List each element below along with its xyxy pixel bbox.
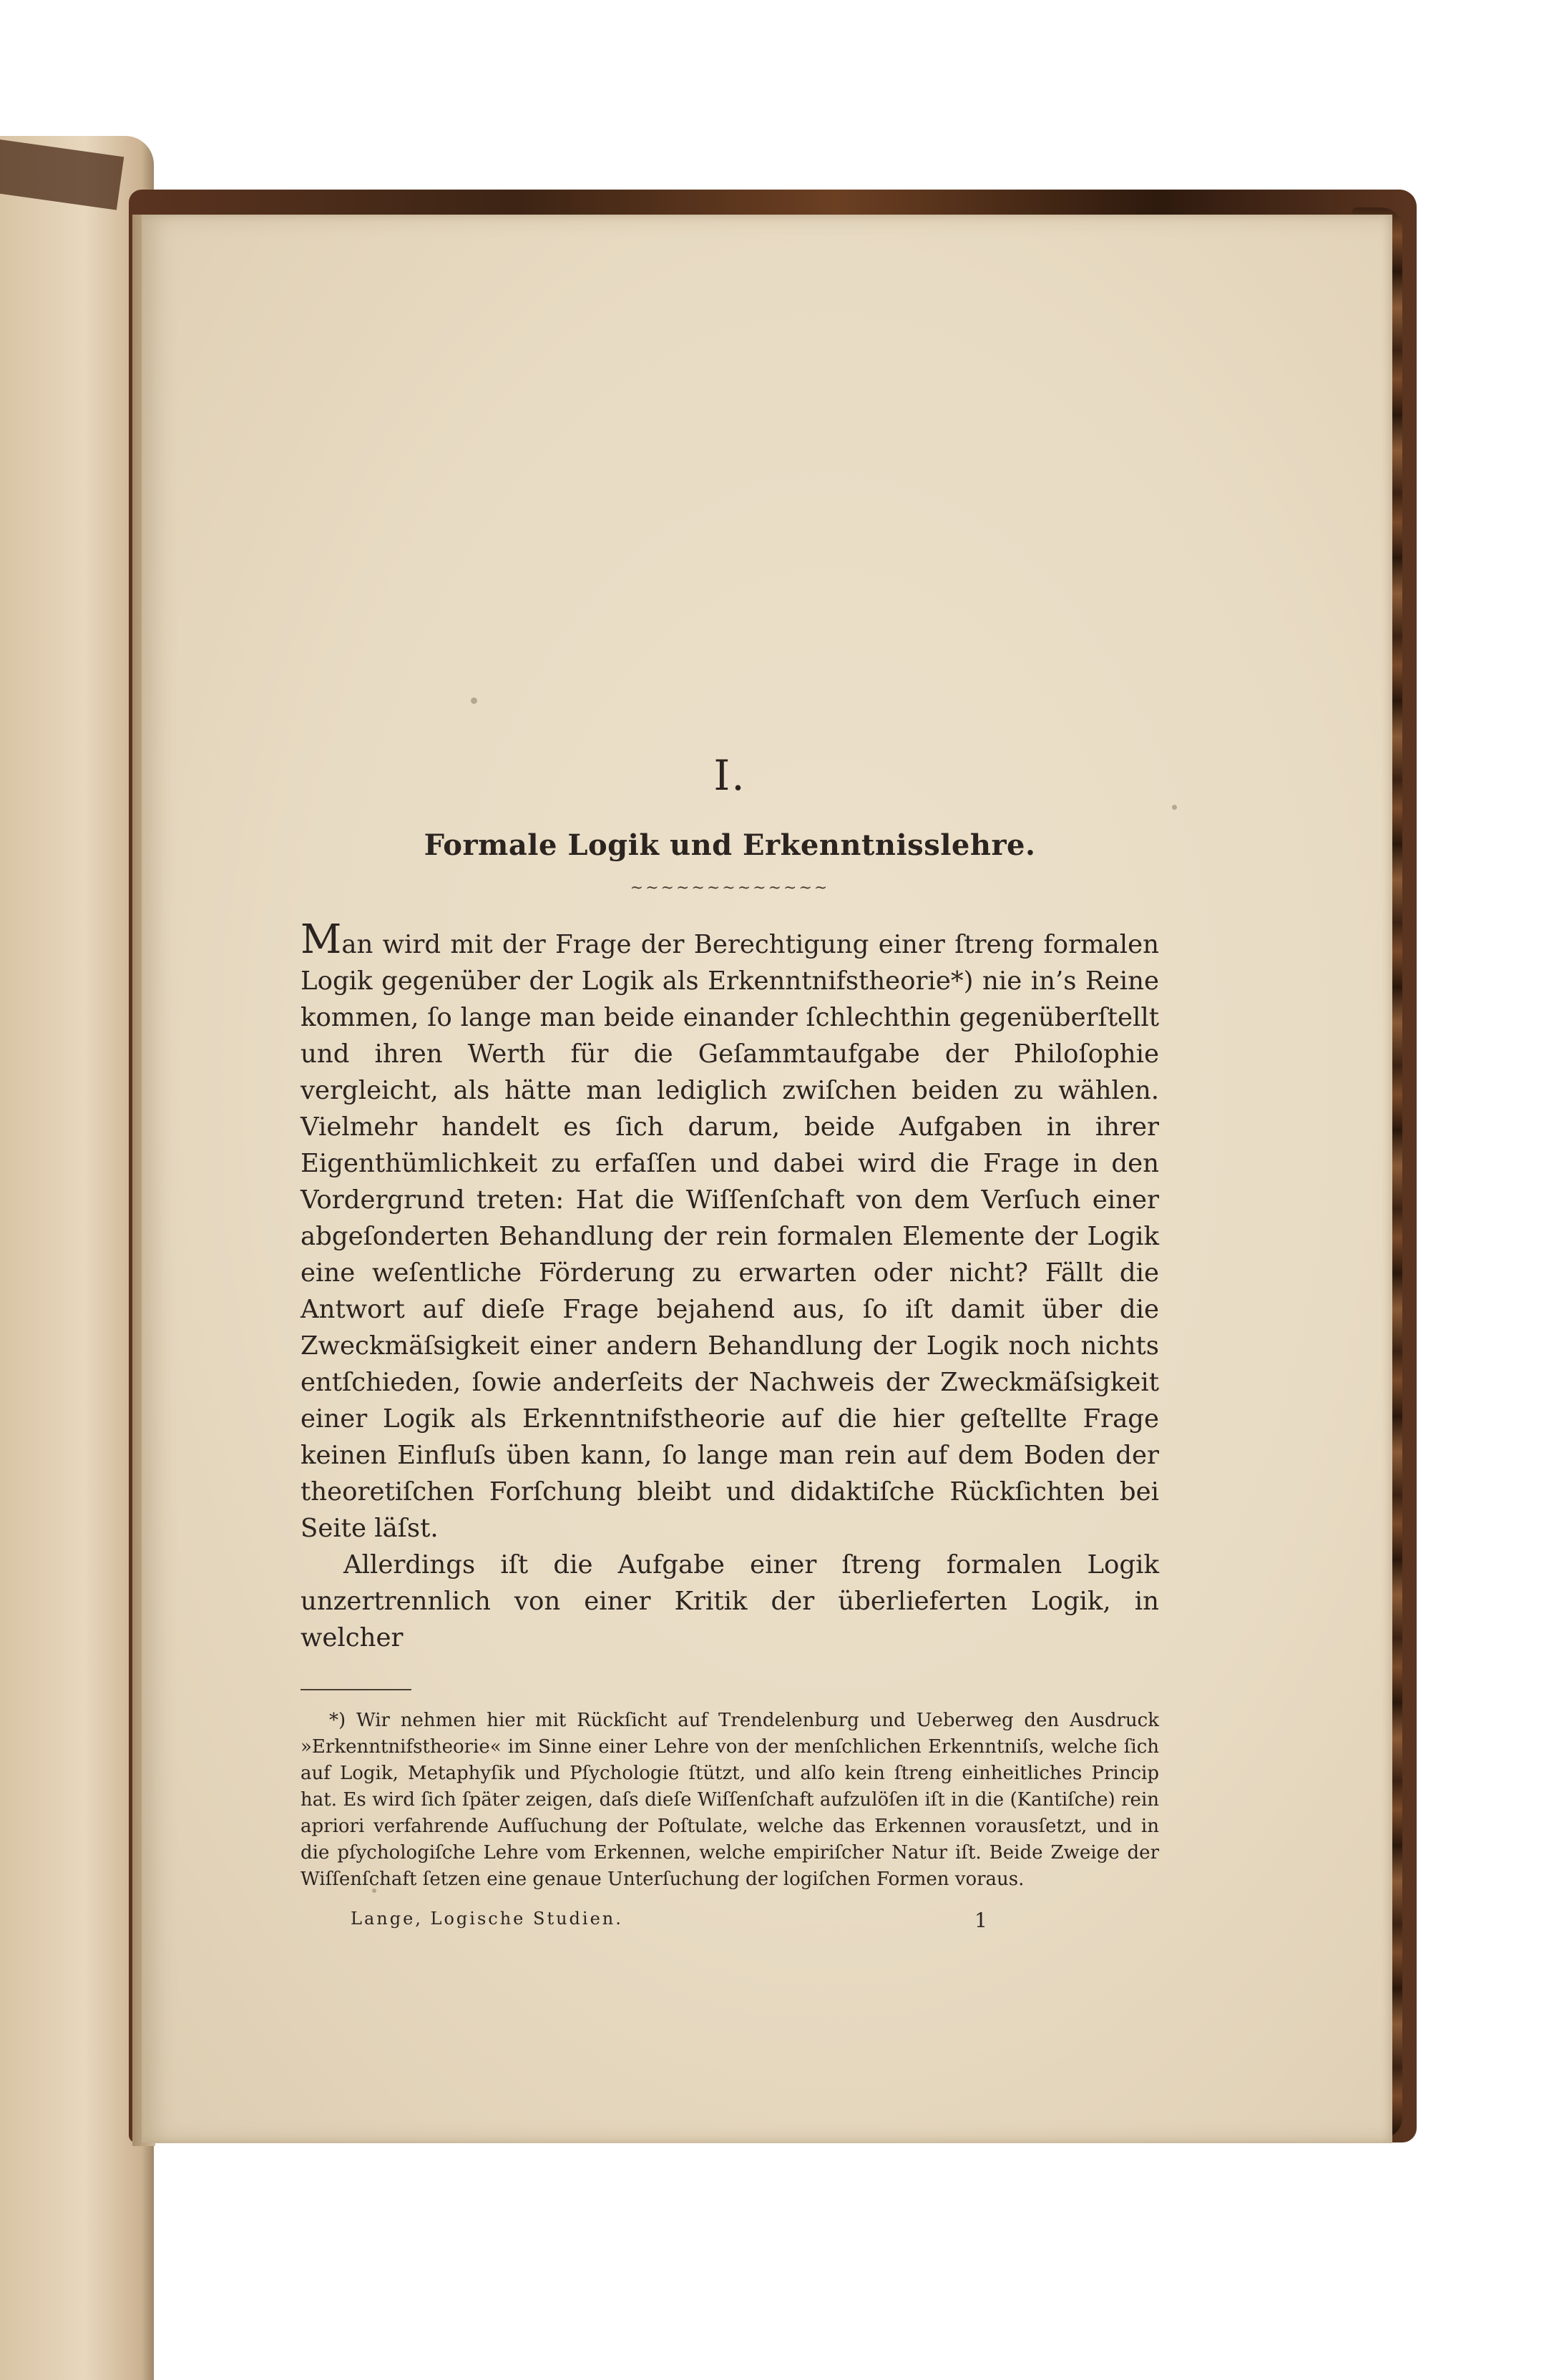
body-paragraph-2: Allerdings iſt die Aufgabe einer ſtreng formalen Logik unzertrennlich von einer Kritik der überlieferten Logik, in welcher xyxy=(301,1550,1159,1652)
footnote-rule xyxy=(301,1689,411,1690)
chapter-title: Formale Logik und Erkenntnisslehre. xyxy=(424,828,1036,862)
paper-spot xyxy=(1172,805,1177,810)
page-footer xyxy=(301,1909,1159,1932)
title-ornament: ~~~~~~~~~~~~~ xyxy=(630,879,830,897)
body-paragraph-1-text: an wird mit der Frage der Berechtigung einer ſtreng formalen Logik gegenüber der Logik als Erkenntnifstheorie*) nie in’s Reine kommen, ſo lange man beide einander ſchlechthin gegenüberſtellt und ihren Werth für die Geſammtaufgabe der Philoſophie vergleicht, als hätte man lediglich zwiſchen beiden zu wählen. Vielmehr handelt es ſich darum, beide Aufgaben in ihrer Eigenthümlichkeit zu erfaſſen und dabei wird die Frage in den Vordergrund treten: Hat die Wiſſenſchaft von dem Verſuch einer abgeſonderten Behandlung der rein formalen Elemente der Logik eine weſentliche Förderung zu erwarten oder nicht? Fällt die Antwort auf dieſe Frage bejahend aus, ſo iſt damit über die Zweckmäſsigkeit einer andern Behandlung der Logik noch nichts entſchieden, ſowie anderſeits der Nachweis der Zweckmäſsigkeit einer Logik als Erkenntnifstheorie auf die hier geſtellte Frage keinen Einfluſs üben kann, ſo lange man rein auf dem Boden der theoretiſchen Forſchung bleibt und didaktiſche Rückſichten bei Seite läſst. xyxy=(301,930,1159,1543)
footnote: *) Wir nehmen hier mit Rückſicht auf Trendelenburg und Ueberweg den Ausdruck »Erkenntnifstheorie« im Sinne einer Lehre von der menſchlichen Erkenntniſs, welche ſich auf Logik, Metaphyſik und Pſychologie ſtützt, und alſo kein ſtreng einheitliches Princip hat. Es wird ſich ſpäter zeigen, daſs dieſe Wiſſenſchaft aufzulöſen iſt in die (Kantiſche) rein apriori verfahrende Aufſuchung der Poſtulate, welche das Erkennen vorausſetzt, und in die pſychologiſche Lehre vom Erkennen, welche empiriſcher Natur iſt. Beide Zweige der Wiſſenſchaft ſetzen eine genaue Unterſuchung der logiſchen Formen voraus. xyxy=(301,1710,1159,1890)
chapter-number: I. xyxy=(713,751,746,800)
paper-spot xyxy=(471,697,477,704)
page-number: 1 xyxy=(974,1909,987,1932)
body-paragraph-1 xyxy=(301,916,1159,1547)
page-content xyxy=(301,751,1159,1932)
drop-cap: M xyxy=(301,916,342,963)
running-footer-author-title: Lange, Logische Studien. xyxy=(351,1909,623,1929)
